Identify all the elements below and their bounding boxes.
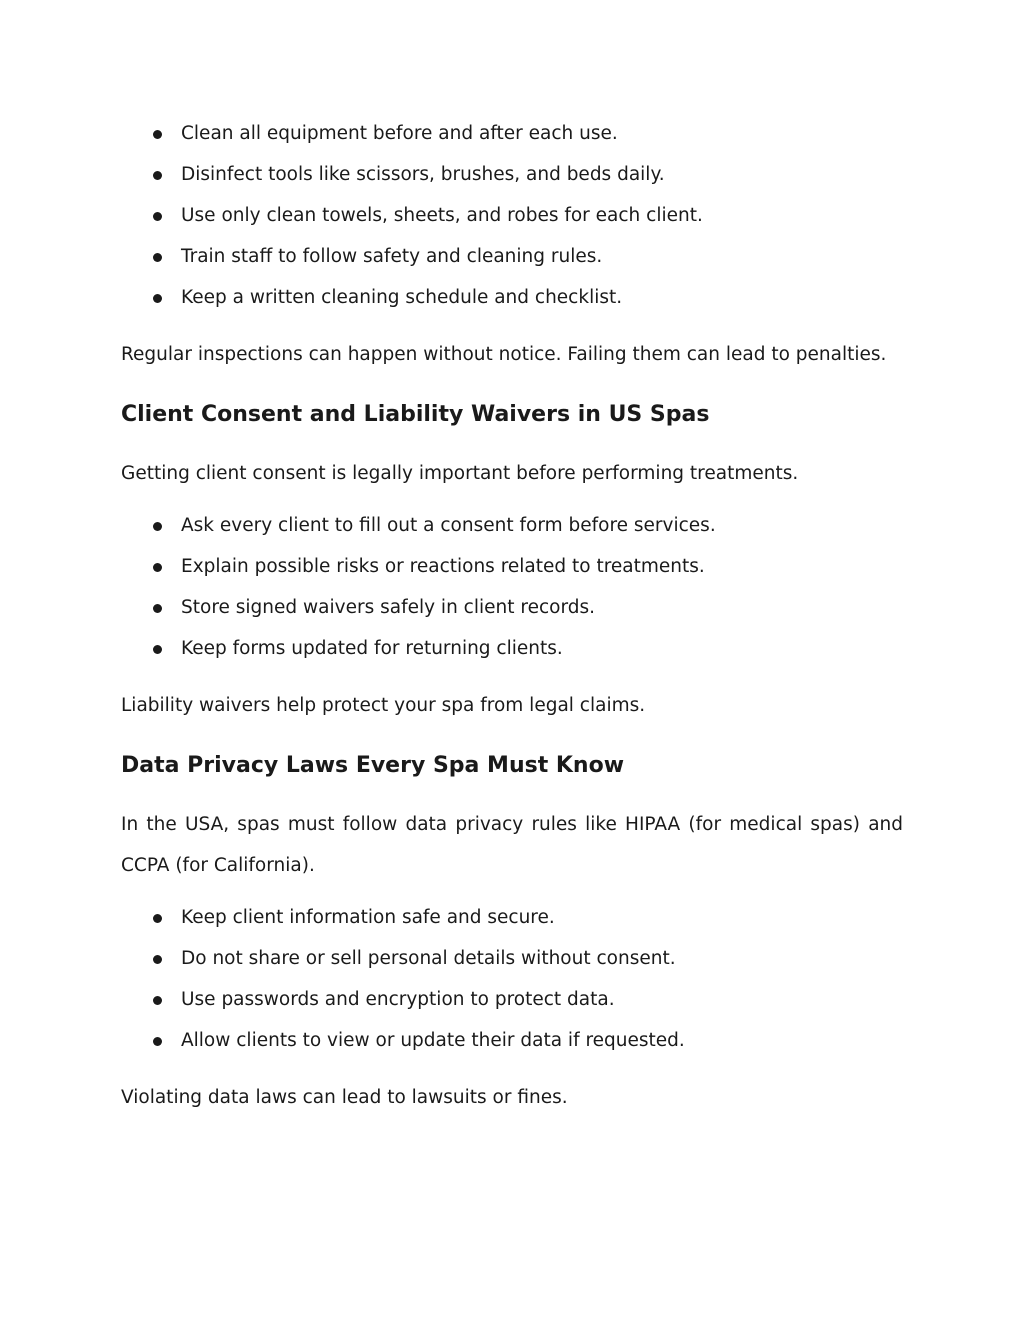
list-item-text: Allow clients to view or update their data if requested. (181, 1030, 685, 1051)
privacy-intro-paragraph: In the USA, spas must follow data privacy rules like HIPAA (for medical spas) and CCPA (for California). (121, 814, 903, 876)
list-item-text: Ask every client to fill out a consent form before services. (181, 515, 716, 536)
list-item (121, 984, 903, 1025)
list-item (121, 241, 903, 282)
list-item-text: Explain possible risks or reactions related to treatments. (181, 556, 705, 577)
list-item-text: Keep forms updated for returning clients. (181, 638, 563, 659)
list-item (121, 943, 903, 984)
list-item-text: Do not share or sell personal details without consent. (181, 948, 676, 969)
list-item-text: Store signed waivers safely in client records. (181, 597, 595, 618)
list-item (121, 633, 903, 674)
list-item-text: Keep client information safe and secure. (181, 907, 555, 928)
list-item (121, 200, 903, 241)
list-item (121, 1025, 903, 1066)
bullet-icon (153, 604, 162, 613)
list-item-text: Use passwords and encryption to protect data. (181, 989, 615, 1010)
consent-intro-paragraph: Getting client consent is legally important before performing treatments. (121, 463, 799, 484)
bullet-icon (153, 996, 162, 1005)
document-page (121, 118, 903, 1118)
bullet-icon (153, 522, 162, 531)
consent-heading: Client Consent and Liability Waivers in US Spas (121, 402, 710, 427)
violation-paragraph: Violating data laws can lead to lawsuits or fines. (121, 1087, 568, 1108)
bullet-icon (153, 130, 162, 139)
list-item (121, 159, 903, 200)
consent-bullet-list (121, 510, 903, 674)
cleaning-bullet-list (121, 118, 903, 323)
list-item (121, 551, 903, 592)
list-item (121, 592, 903, 633)
waiver-paragraph: Liability waivers help protect your spa from legal claims. (121, 695, 646, 716)
privacy-bullet-list (121, 902, 903, 1066)
bullet-icon (153, 955, 162, 964)
bullet-icon (153, 171, 162, 180)
bullet-icon (153, 1037, 162, 1046)
list-item-text: Use only clean towels, sheets, and robes for each client. (181, 205, 703, 226)
privacy-heading: Data Privacy Laws Every Spa Must Know (121, 753, 625, 778)
bullet-icon (153, 294, 162, 303)
bullet-icon (153, 212, 162, 221)
list-item-text: Clean all equipment before and after each use. (181, 123, 618, 144)
bullet-icon (153, 914, 162, 923)
bullet-icon (153, 563, 162, 572)
inspection-paragraph: Regular inspections can happen without notice. Failing them can lead to penalties. (121, 344, 887, 365)
bullet-icon (153, 253, 162, 262)
list-item (121, 282, 903, 323)
list-item-text: Disinfect tools like scissors, brushes, and beds daily. (181, 164, 665, 185)
list-item (121, 902, 903, 943)
list-item-text: Train staff to follow safety and cleaning rules. (181, 246, 603, 267)
list-item (121, 118, 903, 159)
bullet-icon (153, 645, 162, 654)
list-item (121, 510, 903, 551)
list-item-text: Keep a written cleaning schedule and checklist. (181, 287, 623, 308)
